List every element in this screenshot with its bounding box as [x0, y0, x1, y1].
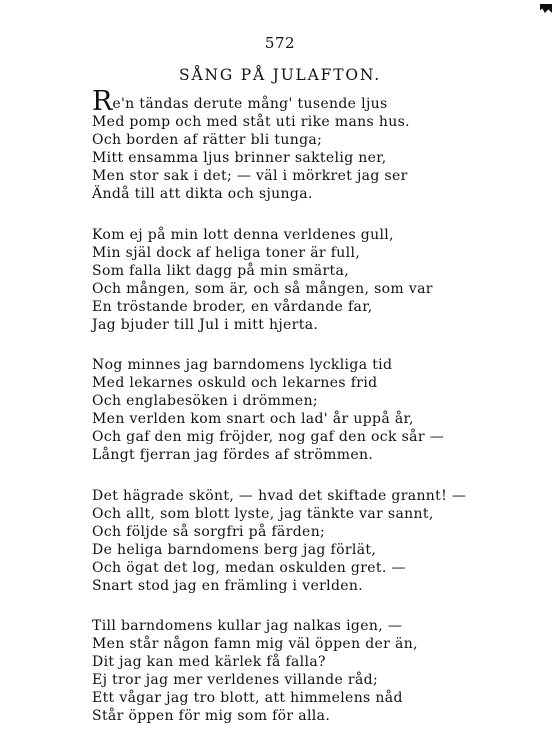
poem-line: Det hägrade skönt, — hvad det skiftade grannt! —	[92, 487, 467, 504]
poem-line: Och gaf den mig fröjder, nog gaf den ock sår —	[92, 429, 445, 445]
poem-line: De heliga barndomens berg jag förlät,	[92, 541, 377, 558]
poem-body	[92, 86, 467, 748]
page-number: 572	[264, 34, 296, 52]
poem-line: Med lekarnes oskuld och lekarnes frid	[92, 375, 378, 391]
poem-line: Står öppen för mig som för alla.	[92, 708, 331, 724]
stanza-2	[92, 226, 452, 334]
poem-line: Som falla likt dagg på min smärta,	[92, 262, 350, 279]
poem-line: Ett vågar jag tro blott, att himmelens nåd	[92, 690, 403, 706]
poem-line: Och allt, som blott lyste, jag tänkte var sannt,	[92, 505, 434, 522]
poem-line: Till barndomens kullar jag nalkas igen, —	[92, 618, 403, 634]
poem-line: Nog minnes jag barndomens lyckliga tid	[92, 357, 393, 373]
poem-line: Med pomp och med ståt uti rike mans hus.	[92, 114, 410, 130]
poem-line: Jag bjuder till Jul i mitt hjerta.	[92, 316, 319, 333]
poem-line: Och följde så sorgfri på färden;	[92, 523, 326, 540]
poem-line: Och ögat det log, medan oskulden gret. —	[92, 559, 406, 576]
poem-line: Men stor sak i det; — väl i mörkret jag ser	[92, 168, 408, 184]
stanza-5	[92, 617, 452, 725]
stanza-1	[92, 86, 452, 203]
poem-line: Min själ dock af heliga toner är full,	[92, 244, 361, 261]
poem-line: Snart stod jag en främling i verlden.	[92, 577, 364, 594]
poem-line: Ej tror jag mer verldenes villande råd;	[92, 672, 379, 688]
poem-line: Och mången, som är, och så mången, som var	[92, 280, 433, 297]
stanza-3	[92, 356, 452, 464]
poem-line: Men verlden kom snart och lad' år uppå år,	[92, 411, 414, 427]
poem-line: En tröstande broder, en vårdande far,	[92, 298, 373, 315]
stanza-4	[92, 487, 467, 595]
scan-corner-mark	[540, 4, 552, 13]
poem-line: Långt fjerran jag fördes af strömmen.	[92, 447, 374, 463]
poem-line: Kom ej på min lott denna verldenes gull,	[92, 226, 394, 243]
poem-line: Dit jag kan med kärlek få falla?	[92, 654, 326, 670]
poem-line: Och englabesöken i drömmen;	[92, 393, 318, 409]
poem-line: Och borden af rätter bli tunga;	[92, 132, 323, 148]
poem-line: Men står någon famn mig väl öppen der än,	[92, 636, 418, 652]
poem-line: Ändå till att dikta och sjunga.	[92, 186, 313, 202]
drop-cap: R	[92, 86, 113, 117]
poem-title: SÅNG PÅ JULAFTON.	[179, 66, 381, 84]
poem-line-first	[92, 86, 452, 117]
poem-line-first-rest: e'n tändas derute mång' tusende ljus	[112, 96, 388, 112]
poem-line: Mitt ensamma ljus brinner saktelig ner,	[92, 150, 387, 166]
